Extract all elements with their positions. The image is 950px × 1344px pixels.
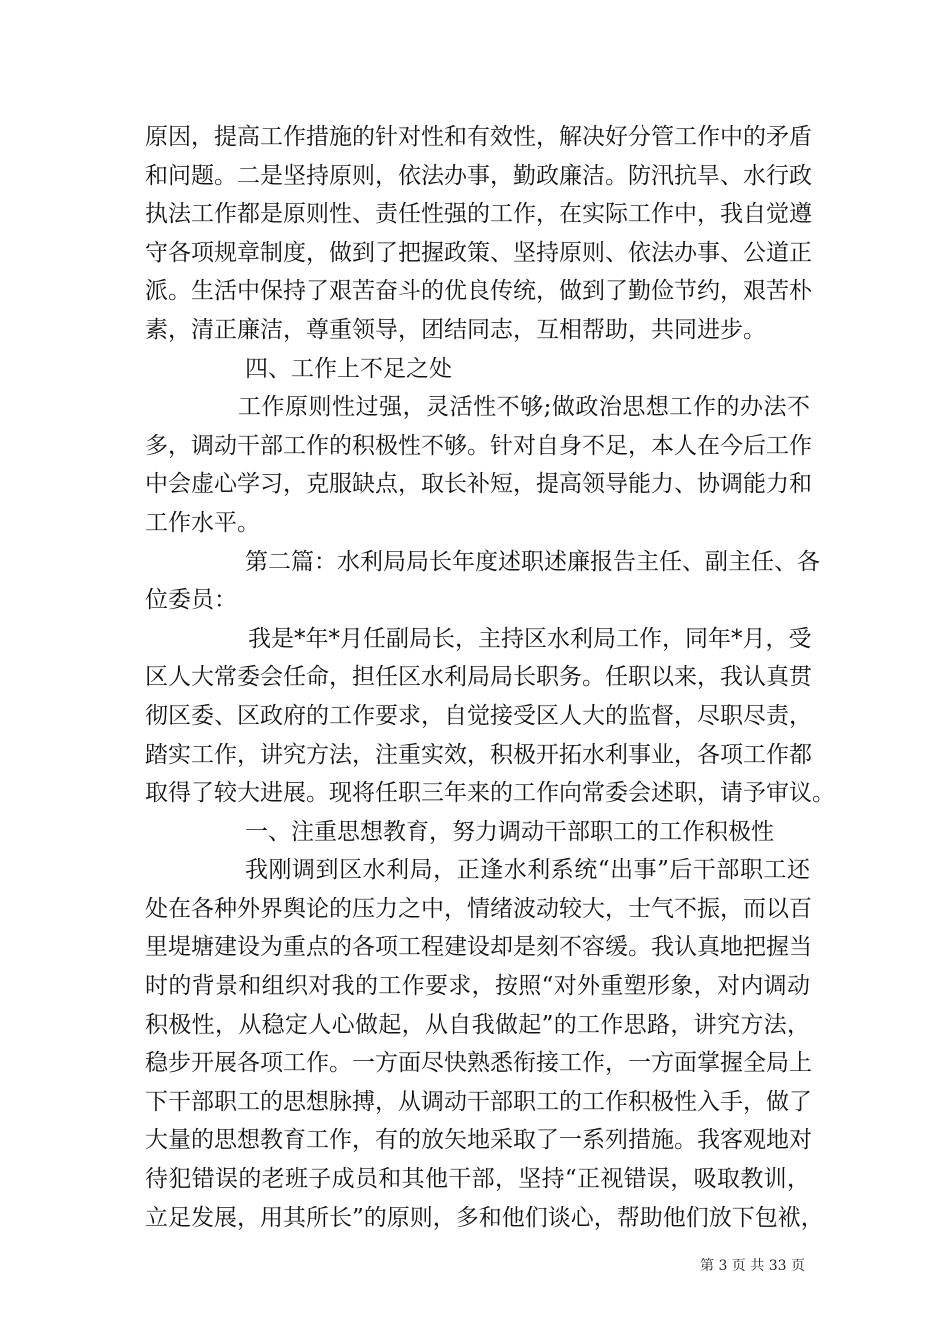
text-line: 里堤塘建设为重点的各项工程建设却是刻不容缓。我认真地把握当 — [145, 934, 812, 961]
text-line: 派。生活中保持了艰苦奋斗的优良传统，做到了勤俭节约，艰苦朴 — [145, 278, 812, 305]
section-heading: 一、注重思想教育，努力调动干部职工的工作积极性 — [245, 818, 774, 845]
text-line: 大量的思想教育工作，有的放矢地采取了一系列措施。我客观地对 — [145, 1127, 812, 1154]
paragraph-first-line: 工作原则性过强，灵活性不够;做政治思想工作的办法不 — [238, 394, 810, 421]
text-line: 多，调动干部工作的积极性不够。针对自身不足，本人在今后工作 — [145, 432, 812, 459]
text-line: 和问题。二是坚持原则，依法办事，勤政廉洁。防汛抗旱、水行政 — [145, 162, 812, 189]
text-line: 下干部职工的思想脉搏，从调动干部职工的工作积极性入手，做了 — [145, 1088, 812, 1115]
text-line: 位委员： — [145, 587, 237, 614]
text-line: 立足发展，用其所长”的原则，多和他们谈心，帮助他们放下包袱， — [145, 1204, 824, 1231]
text-line: 时的背景和组织对我的工作要求，按照“对外重塑形象，对内调动 — [145, 973, 810, 1000]
text-line: 守各项规章制度，做到了把握政策、坚持原则、依法办事、公道正 — [145, 239, 812, 266]
text-line: 中会虚心学习，克服缺点，取长补短，提高领导能力、协调能力和 — [145, 471, 812, 498]
text-line: 原因，提高工作措施的针对性和有效性，解决好分管工作中的矛盾 — [145, 124, 812, 150]
text-line: 取得了较大进展。现将任职三年来的工作向常委会述职，请予审议。 — [145, 780, 835, 807]
paragraph-first-line: 我是*年*月任副局长，主持区水利局工作，同年*月，受 — [248, 625, 812, 652]
paragraph-first-line: 我刚调到区水利局，正逢水利系统“出事”后干部职工还 — [245, 857, 810, 884]
text-line: 区人大常委会任命，担任区水利局局长职务。任职以来，我认真贯 — [145, 664, 812, 691]
text-line: 执法工作都是原则性、责任性强的工作，在实际工作中，我自觉遵 — [145, 201, 812, 228]
text-line: 素，清正廉洁，尊重领导，团结同志，互相帮助，共同进步。 — [145, 316, 766, 343]
chapter-title: 第二篇：水利局局长年度述职述廉报告主任、副主任、各 — [245, 548, 820, 575]
text-line: 处在各种外界舆论的压力之中，情绪波动较大，士气不振，而以百 — [145, 895, 812, 922]
text-line: 积极性，从稳定人心做起，从自我做起”的工作思路，讲究方法， — [145, 1011, 810, 1038]
text-line: 踏实工作，讲究方法，注重实效，积极开拓水利事业，各项工作都 — [145, 741, 812, 768]
text-line: 工作水平。 — [145, 509, 260, 536]
page-number: 第 3 页 共 33 页 — [700, 1258, 805, 1274]
section-heading: 四、工作上不足之处 — [245, 355, 452, 382]
document-body — [145, 118, 835, 1237]
text-line: 彻区委、区政府的工作要求，自觉接受区人大的监督，尽职尽责， — [145, 702, 812, 729]
text-line: 稳步开展各项工作。一方面尽快熟悉衔接工作，一方面掌握全局上 — [145, 1050, 812, 1077]
text-line: 待犯错误的老班子成员和其他干部，坚持“正视错误，吸取教训， — [145, 1166, 810, 1193]
